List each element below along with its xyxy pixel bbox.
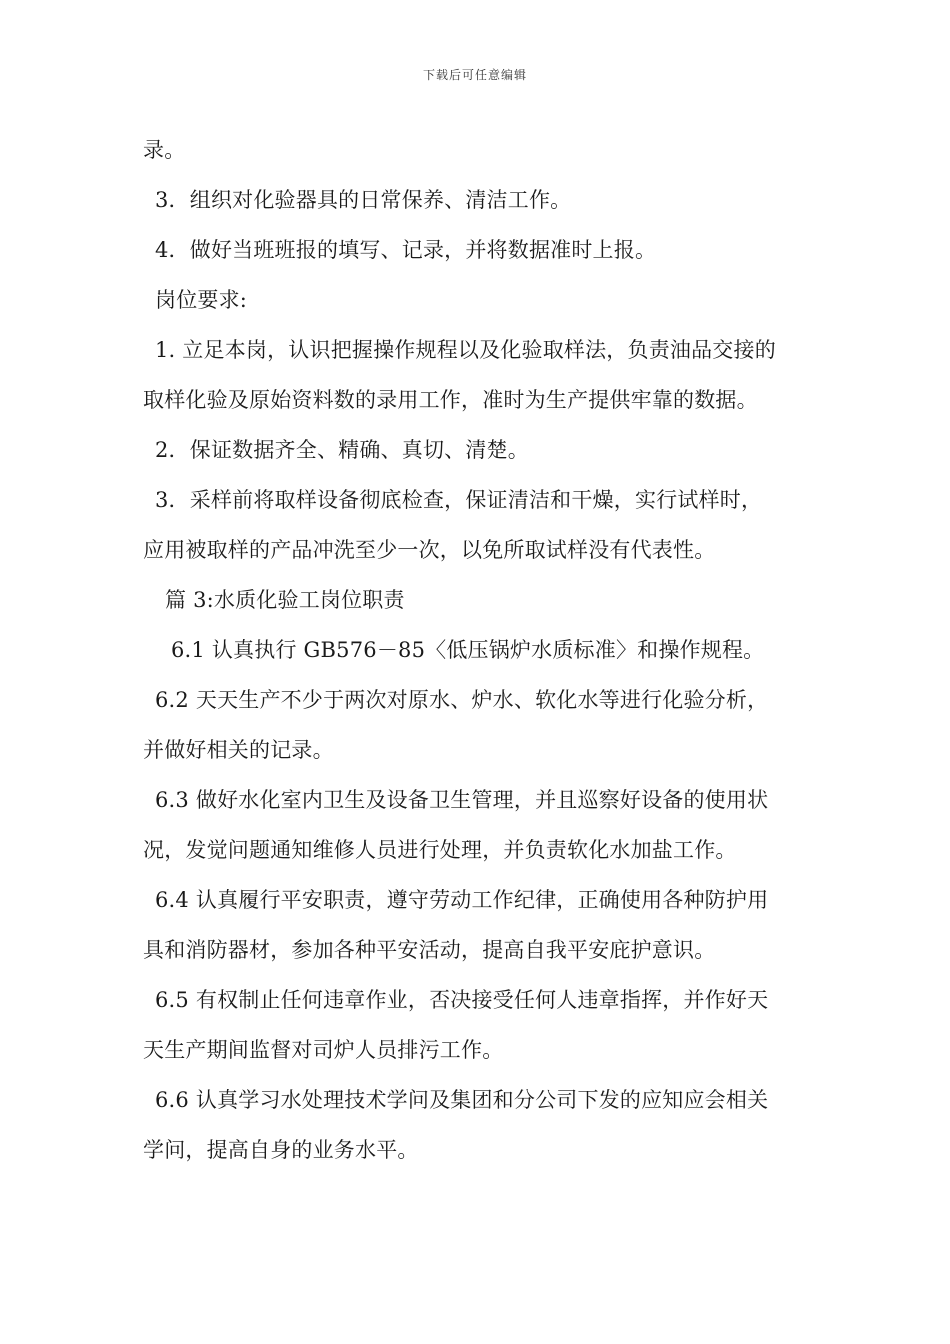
section-heading: 篇 3:水质化验工岗位职责 xyxy=(165,588,405,612)
document-body xyxy=(143,129,811,1179)
paragraph-line: 天生产期间监督对司炉人员排污工作。 xyxy=(143,1038,504,1062)
page-header: 下载后可任意编辑 xyxy=(422,68,527,82)
paragraph-line: 6.3 做好水化室内卫生及设备卫生管理，并且巡察好设备的使用状 xyxy=(155,788,769,812)
paragraph-line: 6.2 天天生产不少于两次对原水、炉水、软化水等进行化验分析， xyxy=(155,688,769,712)
paragraph-line: 取样化验及原始资料数的录用工作，准时为生产提供牢靠的数据。 xyxy=(143,388,758,412)
paragraph-line: 具和消防器材，参加各种平安活动，提高自我平安庇护意识。 xyxy=(143,938,716,962)
paragraph-line: 应用被取样的产品冲洗至少一次，以免所取试样没有代表性。 xyxy=(143,538,716,562)
paragraph-line: 6.1 认真执行 GB576－85〈低压锅炉水质标准〉和操作规程。 xyxy=(171,638,765,662)
paragraph-line: 6.4 认真履行平安职责，遵守劳动工作纪律，正确使用各种防护用 xyxy=(155,888,769,912)
paragraph-line: 6.5 有权制止任何违章作业，否决接受任何人违章指挥，并作好天 xyxy=(155,988,769,1012)
section-heading: 岗位要求: xyxy=(155,288,248,312)
paragraph-line: 并做好相关的记录。 xyxy=(143,738,334,762)
paragraph-line: 况，发觉问题通知维修人员进行处理，并负责软化水加盐工作。 xyxy=(143,838,737,862)
paragraph-line: 1. 立足本岗，认识把握操作规程以及化验取样法，负责油品交接的 xyxy=(155,338,776,362)
paragraph-line: 3．组织对化验器具的日常保养、清洁工作。 xyxy=(155,188,572,212)
paragraph-line: 6.6 认真学习水处理技术学问及集团和分公司下发的应知应会相关 xyxy=(155,1088,769,1112)
paragraph-line: 3．采样前将取样设备彻底检查，保证清洁和干燥，实行试样时， xyxy=(155,488,763,512)
paragraph-line: 2．保证数据齐全、精确、真切、清楚。 xyxy=(155,438,529,462)
paragraph-line: 4．做好当班班报的填写、记录，并将数据准时上报。 xyxy=(155,238,657,262)
paragraph-line: 学问，提高自身的业务水平。 xyxy=(143,1138,419,1162)
paragraph-line: 录。 xyxy=(143,138,186,162)
